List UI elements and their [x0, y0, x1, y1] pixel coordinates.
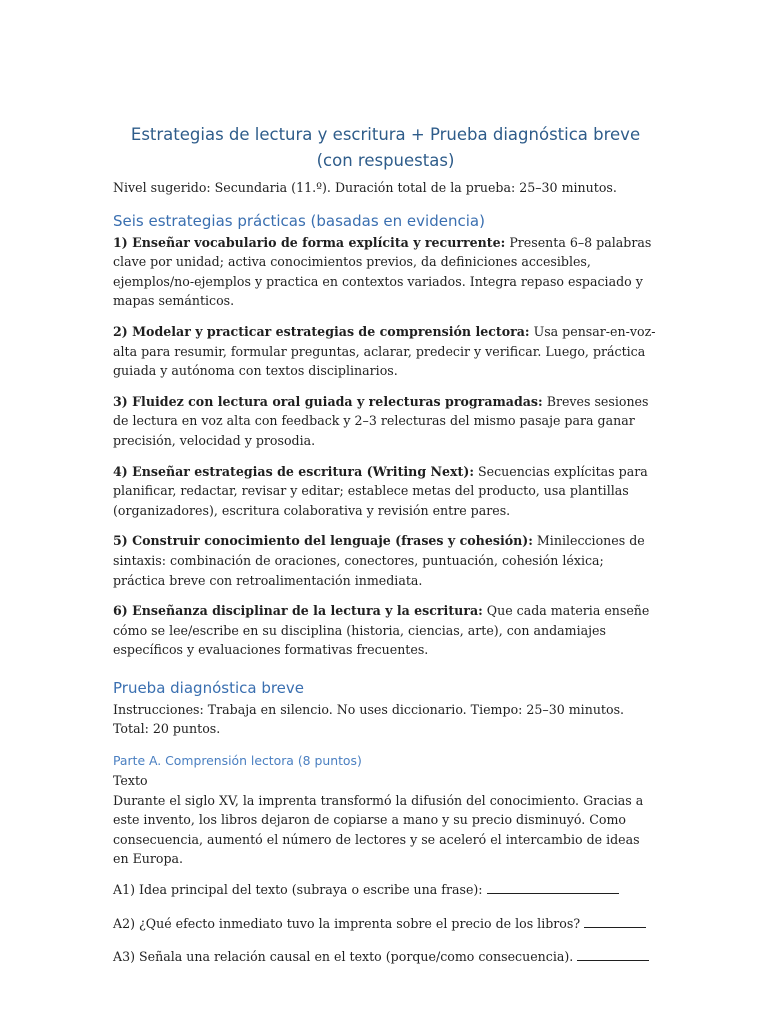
text-label: Texto [113, 773, 148, 789]
strategies-heading: Seis estrategias prácticas (basadas en evidencia) [113, 211, 485, 230]
strategy-text: Minilecciones de sintaxis: combinación de oraciones, conectores, puntuación, cohesión léxica; práctica breve con retroalimentación inmediata. [113, 533, 645, 588]
answer-blank[interactable] [584, 915, 646, 928]
document-title: Estrategias de lectura y escritura + Prueba diagnóstica breve (con respuestas) [130, 125, 641, 170]
strategy-title: 3) Fluidez con lectura oral guiada y relecturas programadas: [113, 393, 543, 409]
question-a1 [113, 880, 658, 900]
strategy-item [113, 462, 658, 521]
strategy-title: 2) Modelar y practicar estrategias de comprensión lectora: [113, 323, 530, 339]
strategy-text: Secuencias explícitas para planificar, redactar, revisar y editar; establece metas del producto, usa plantillas (organizadores), escritura colaborativa y revisión entre pares. [113, 463, 648, 518]
strategy-item [113, 531, 658, 590]
strategy-title: 1) Enseñar vocabulario de forma explícita y recurrente: [113, 234, 506, 250]
strategy-text: Que cada materia enseñe cómo se lee/escribe en su disciplina (historia, ciencias, arte), con andamiajes específicos y evaluaciones formativas frecuentes. [113, 603, 650, 658]
document-page [113, 122, 658, 981]
part-a-heading: Parte A. Comprensión lectora (8 puntos) [113, 753, 362, 769]
strategy-text: Presenta 6–8 palabras clave por unidad; activa conocimientos previos, da definiciones accesibles, ejemplos/no-ejemplos y practica en contextos variados. Integra repaso espaciado y mapas semánticos. [113, 234, 652, 309]
question-text: A1) Idea principal del texto (subraya o escribe una frase): [113, 882, 487, 898]
strategy-title: 4) Enseñar estrategias de escritura (Writing Next): [113, 463, 474, 479]
strategy-item [113, 322, 658, 381]
document-meta: Nivel sugerido: Secundaria (11.º). Duración total de la prueba: 25–30 minutos. [113, 180, 617, 195]
test-instructions: Instrucciones: Trabaja en silencio. No uses diccionario. Tiempo: 25–30 minutos. Total: 20 puntos. [113, 701, 625, 737]
strategy-text: Breves sesiones de lectura en voz alta con feedback y 2–3 relecturas del mismo pasaje para ganar precisión, velocidad y prosodia. [113, 393, 649, 448]
strategy-title: 5) Construir conocimiento del lenguaje (frases y cohesión): [113, 533, 533, 549]
answer-blank[interactable] [577, 948, 649, 961]
strategy-item [113, 392, 658, 451]
reading-passage: Durante el siglo XV, la imprenta transformó la difusión del conocimiento. Gracias a este invento, los libros dejaron de copiarse a mano y su precio disminuyó. Como consecuencia, aumentó el número de lectores y se aceleró el intercambio de ideas en Europa. [113, 792, 644, 867]
question-text: A2) ¿Qué efecto inmediato tuvo la imprenta sobre el precio de los libros? [113, 915, 585, 931]
question-text: A3) Señala una relación causal en el texto (porque/como consecuencia). [113, 949, 578, 965]
strategy-item [113, 601, 658, 660]
answer-blank[interactable] [487, 881, 619, 894]
strategy-title: 6) Enseñanza disciplinar de la lectura y la escritura: [113, 603, 483, 619]
question-a2 [113, 914, 658, 934]
strategy-text: Usa pensar-en-voz-alta para resumir, formular preguntas, aclarar, predecir y verificar. Luego, práctica guiada y autónoma con textos disciplinarios. [113, 323, 656, 379]
question-a3 [113, 947, 658, 967]
test-heading: Prueba diagnóstica breve [113, 678, 305, 697]
strategy-item [113, 233, 658, 311]
